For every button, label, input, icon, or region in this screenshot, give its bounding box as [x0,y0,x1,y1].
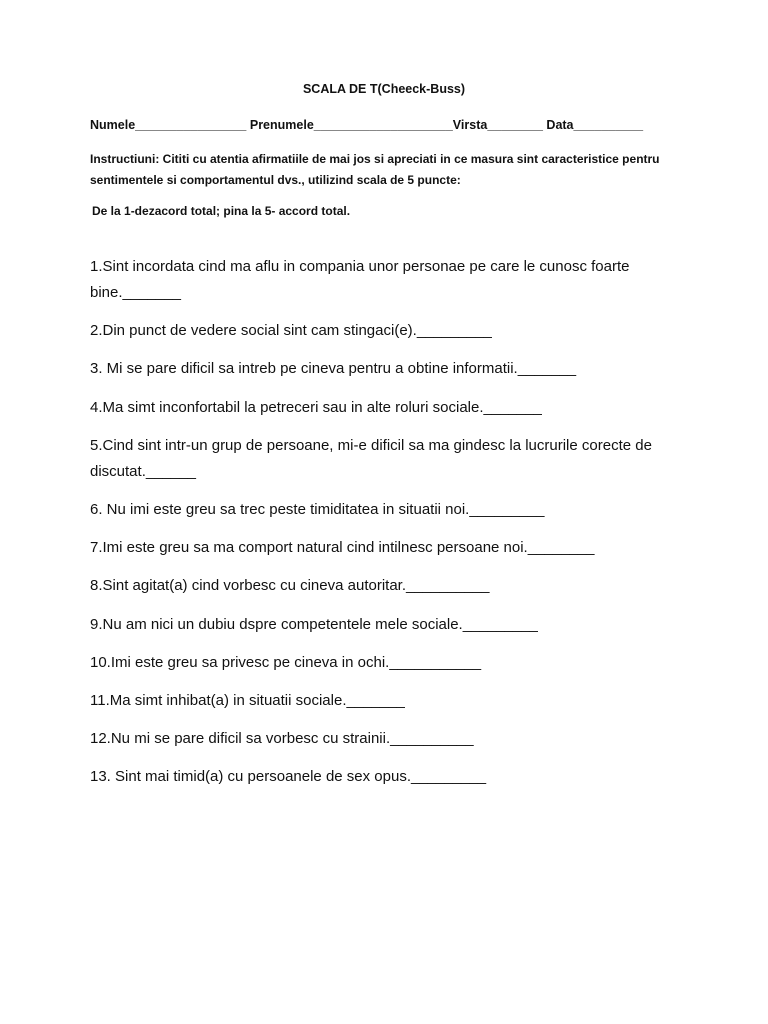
instructions-text: Instructiuni: Cititi cu atentia afirmatiile de mai jos si apreciati in ce masura sint caracteristice pentru sentimentele si comportamentul dvs., utilizind scala de 5 puncte: [90,152,660,187]
questionnaire-item-8: 8.Sint agitat(a) cind vorbesc cu cineva autoritar.__________ [90,577,490,595]
questionnaire-item-10: 10.Imi este greu sa privesc pe cineva in ochi.___________ [90,653,482,671]
identity-fields-line: Numele________________ Prenumele____________________Virsta________ Data__________ [90,118,644,132]
questionnaire-item-1: 1.Sint incordata cind ma aflu in compania unor personae pe care le cunosc foarte bine._______ [90,258,630,301]
questionnaire-item-6: 6. Nu imi este greu sa trec peste timiditatea in situatii noi._________ [90,500,545,518]
questionnaire-item-4: 4.Ma simt inconfortabil la petreceri sau in alte roluri sociale._______ [90,398,542,416]
questionnaire-item-2: 2.Din punct de vedere social sint cam stingaci(e)._________ [90,322,492,340]
questionnaire-item-7: 7.Imi este greu sa ma comport natural cind intilnesc persoane noi.________ [90,539,595,557]
scale-description: De la 1-dezacord total; pina la 5- accord total. [92,204,351,218]
questionnaire-item-3: 3. Mi se pare dificil sa intreb pe cineva pentru a obtine informatii._______ [90,360,577,378]
questionnaire-item-11: 11.Ma simt inhibat(a) in situatii sociale._______ [90,691,405,709]
questionnaire-item-5: 5.Cind sint intr-un grup de persoane, mi-e dificil sa ma gindesc la lucrurile corecte de discutat.______ [90,436,652,480]
questionnaire-item-13: 13. Sint mai timid(a) cu persoanele de sex opus._________ [90,768,487,786]
questionnaire-items [90,254,690,802]
questionnaire-item-12: 12.Nu mi se pare dificil sa vorbesc cu strainii.__________ [90,730,474,748]
questionnaire-item-9: 9.Nu am nici un dubiu dspre competentele mele sociale._________ [90,615,538,633]
document-title: SCALA DE T(Cheeck-Buss) [302,82,466,96]
